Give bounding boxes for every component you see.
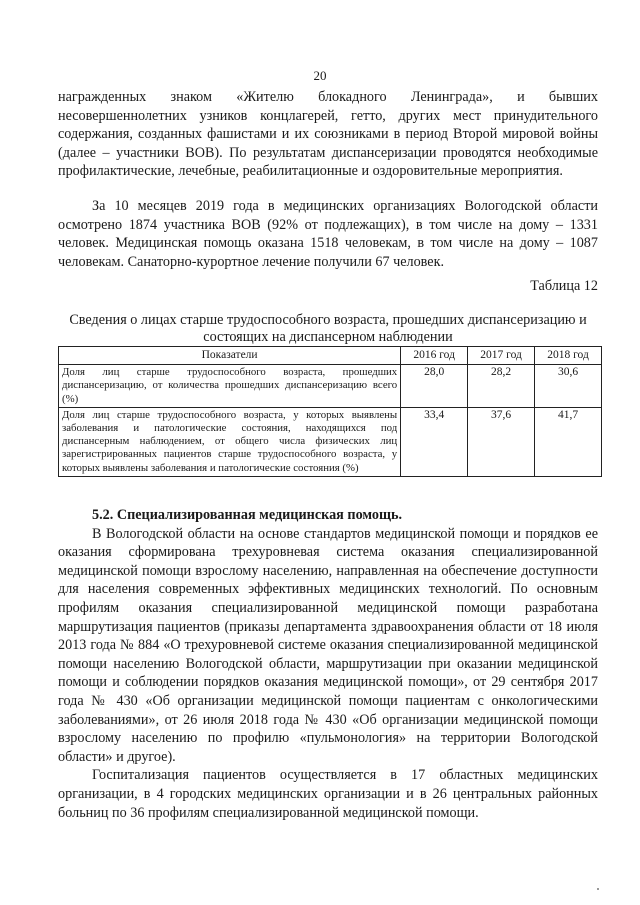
row-indicator: Доля лиц старше трудоспособного возраста, прошедших диспансеризацию, от количества прошедших диспансеризацию всего (%)	[59, 365, 401, 408]
intro-paragraph: награжденных знаком «Жителю блокадного Ленинграда», и бывших несовершеннолетних узников концлагерей, гетто, других мест принудительного содержания, созданных фашистами и их союзниками в период Второй мировой войны (далее – участники ВОВ). По результатам диспансеризации проводятся необходимые профилактические, лечебные, реабилитационные и оздоровительные мероприятия.	[58, 89, 598, 180]
row-value-2016: 33,4	[401, 407, 468, 476]
intro-text-block	[58, 88, 598, 181]
row-value-2017: 28,2	[468, 365, 535, 408]
header-indicator: Показатели	[59, 347, 401, 365]
table-row	[59, 365, 602, 408]
row-indicator: Доля лиц старше трудоспособного возраста, у которых выявлены заболевания и патологические состояния, находящихся под диспансерным наблюдением, от общего числа физических лиц зарегистрированных пациентов старше трудоспособного возраста, у которых выявлены заболевания и патологические состояния (%)	[59, 407, 401, 476]
header-2017: 2017 год	[468, 347, 535, 365]
row-value-2017: 37,6	[468, 407, 535, 476]
table-row	[59, 407, 602, 476]
table-caption: Таблица 12	[530, 278, 598, 294]
section-text-block	[58, 506, 598, 822]
data-table	[58, 346, 602, 477]
section-heading: 5.2. Специализированная медицинская помощь.	[92, 507, 402, 523]
row-value-2018: 30,6	[535, 365, 602, 408]
row-value-2016: 28,0	[401, 365, 468, 408]
page-number: 20	[313, 68, 327, 83]
header-2016: 2016 год	[401, 347, 468, 365]
stats-paragraph: За 10 месяцев 2019 года в медицинских организациях Вологодской области осмотрено 1874 участника ВОВ (92% от подлежащих), в том числе на дому – 1331 человек. Медицинская помощь оказана 1518 человекам, в том числе на дому – 1087 человекам. Санаторно-курортное лечение получили 67 человек.	[58, 198, 598, 270]
row-value-2018: 41,7	[535, 407, 602, 476]
header-2018: 2018 год	[535, 347, 602, 365]
section-paragraph-2: Госпитализация пациентов осуществляется в 17 областных медицинских организации, в 4 городских медицинских организации и в 26 центральных районных больниц по 36 профилям специализированной медицинской помощи.	[58, 767, 598, 821]
table-title: Сведения о лицах старше трудоспособного возраста, прошедших диспансеризацию и состоящих на диспансерном наблюдении	[69, 312, 587, 345]
table-header-row	[59, 347, 602, 365]
scan-dot-mark	[597, 888, 599, 890]
stats-text-block	[58, 197, 598, 271]
section-paragraph-1: В Вологодской области на основе стандартов медицинской помощи и порядков ее оказания сформирована трехуровневая система оказания специализированной медицинской помощи взрослому населению, направленная на обеспечение доступности для населения современных эффективных медицинских технологий. По основным профилям оказания специализированной медицинской помощи разработана маршрутизация пациентов (приказы департамента здравоохранения области от 18 июля 2013 года № 884 «О трехуровневой системе оказания специализированной медицинской помощи населению Вологодской области, маршрутизации при оказании медицинской помощи и соблюдении порядков оказания медицинской помощи», от 29 сентября 2017 года № 430 «Об организации медицинской помощи пациентам с онкологическими заболеваниями», от 26 июля 2018 года № 430 «Об организации медицинской помощи взрослому населению по профилю «пульмонология» на территории Вологодской области» и другое).	[58, 525, 598, 765]
